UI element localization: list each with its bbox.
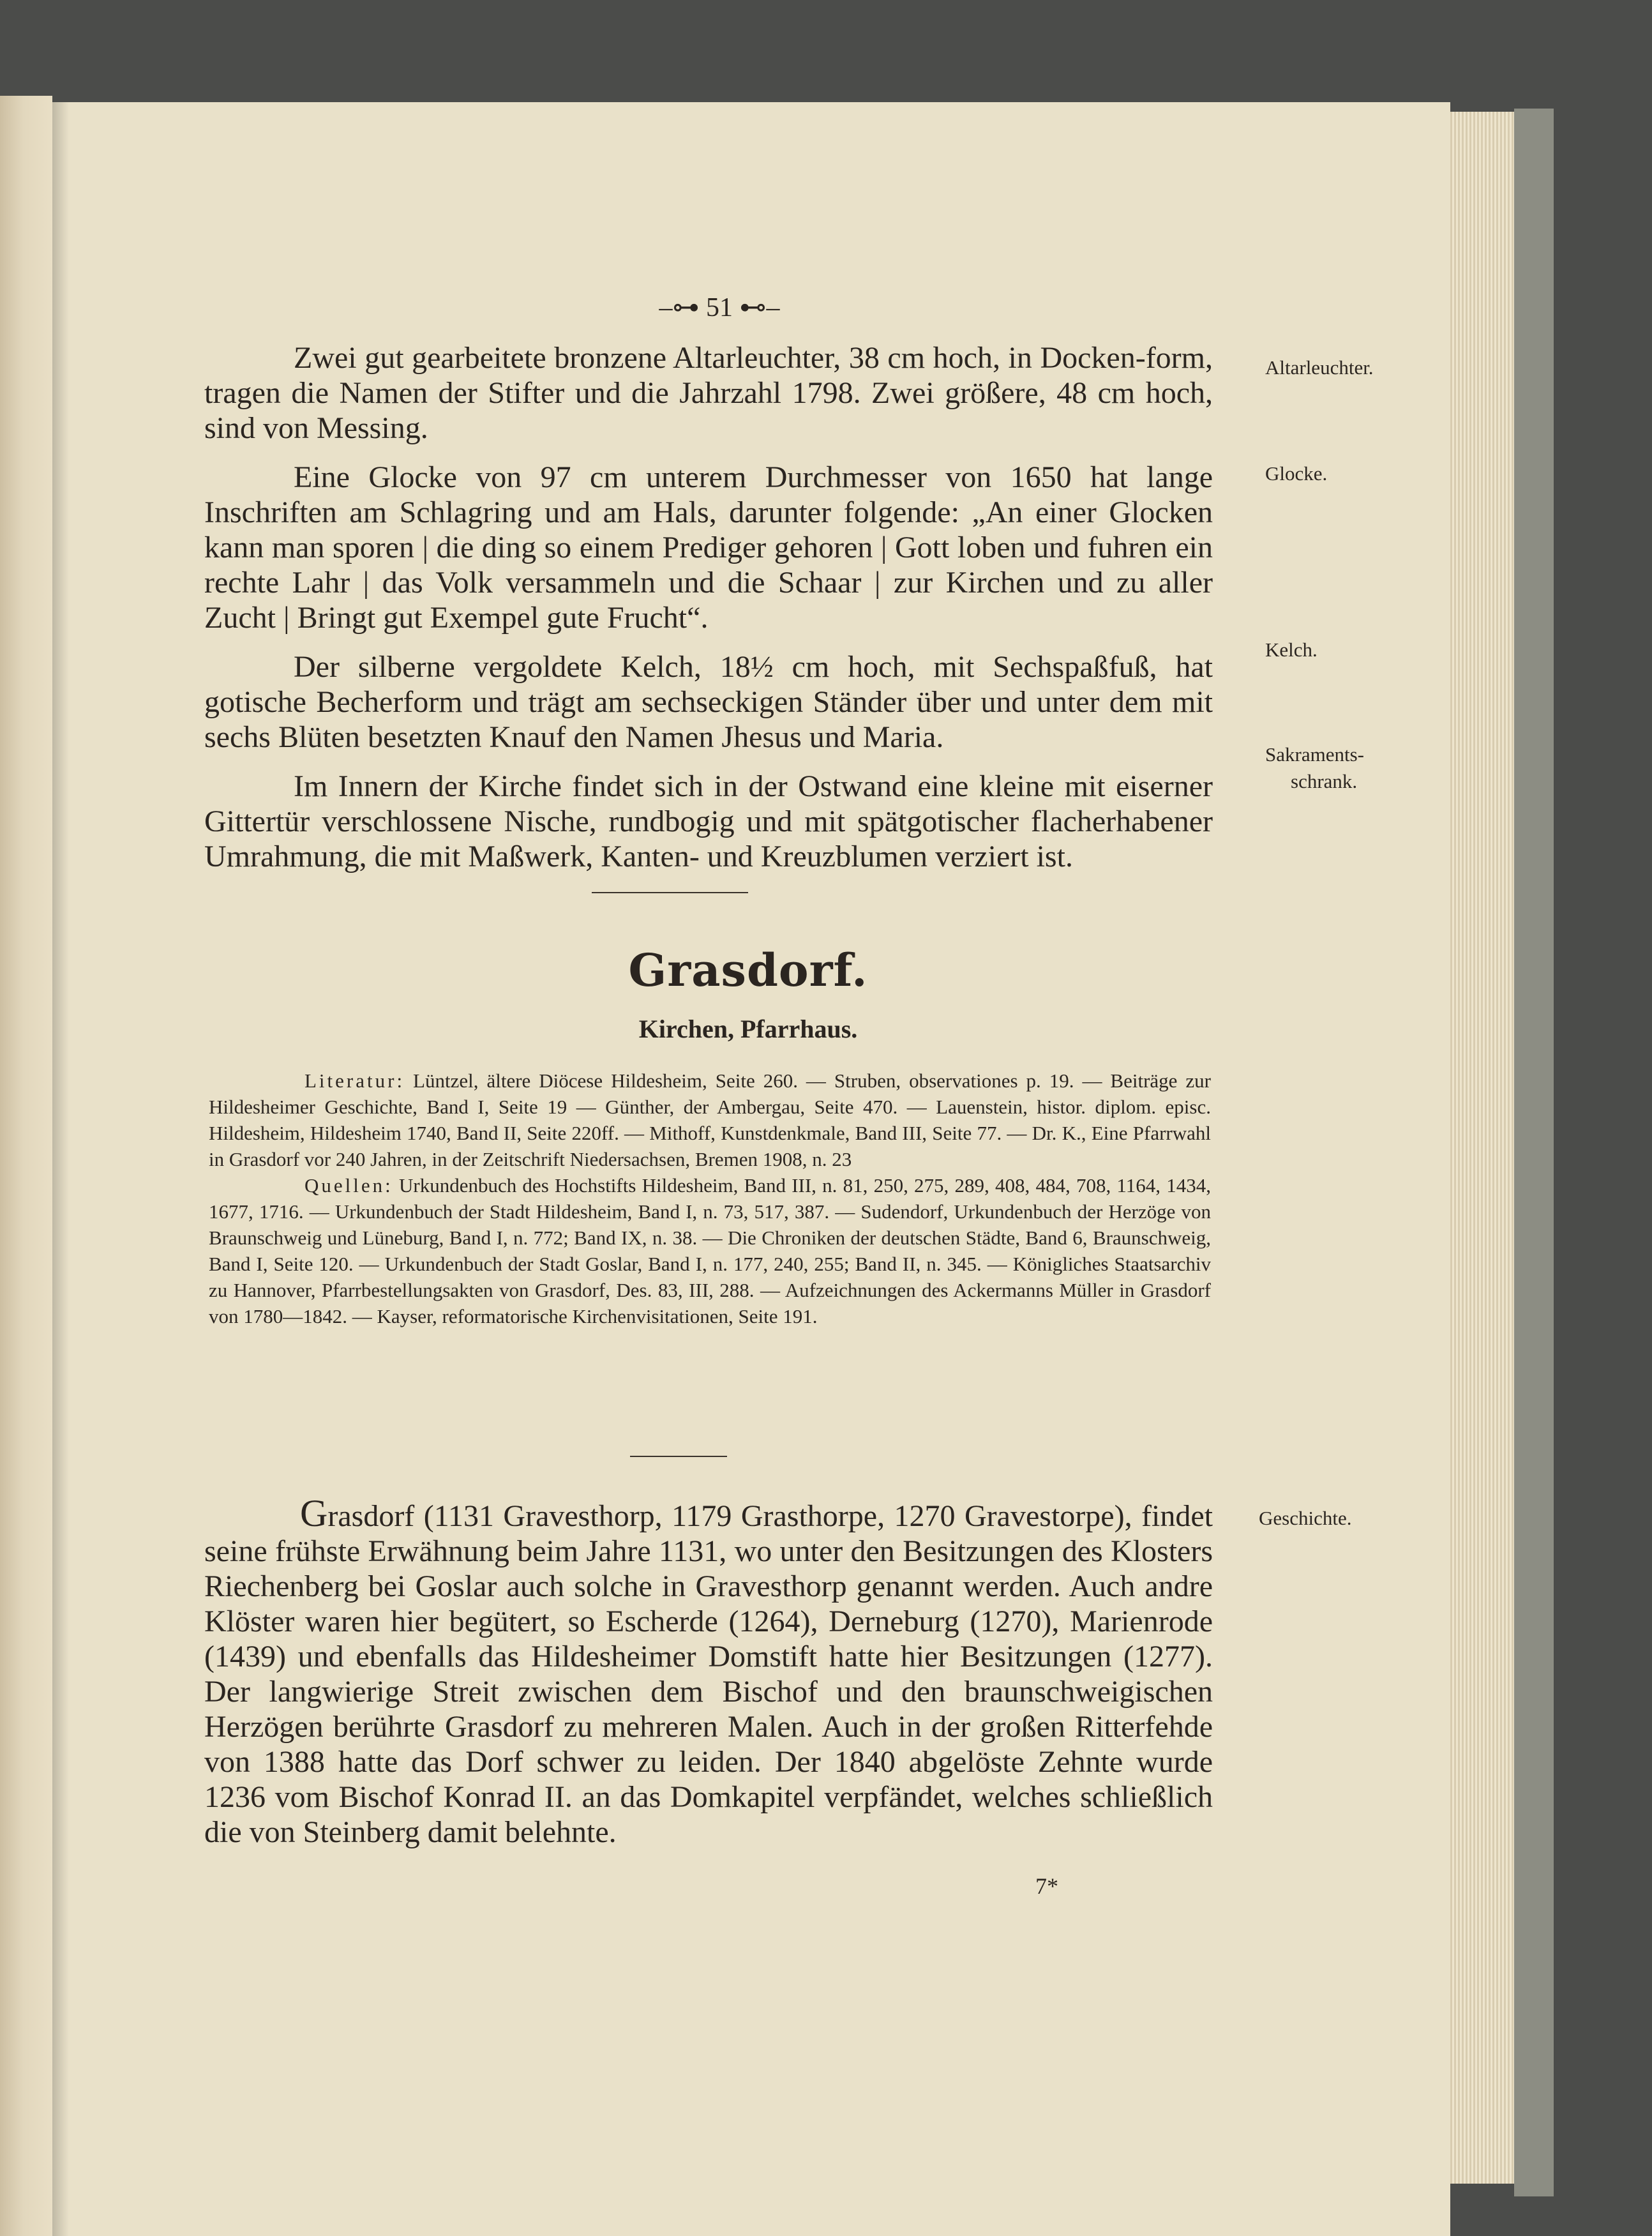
- literatur-text: Lüntzel, ältere Diöcese Hildesheim, Seite 260. — Struben, observationes p. 19. — Beiträge zur Hildesheimer Geschichte, Band I, Seite 19 — Günther, der Ambergau, Seite 470. — Lauenstein, histor. diplom. episc. Hildesheim, Hildesheim 1740, Band II, Seite 220ff. — Mithoff, Kunstdenkmale, Band III, Seite 77. — Dr. K., Eine Pfarrwahl in Grasdorf vor 240 Jahren, in der Zeitschrift Niedersachsen, Bremen 1908, n. 23: [209, 1069, 1212, 1170]
- margin-note-kelch: Kelch.: [1265, 638, 1318, 661]
- page-header: –⊶ 51 ⊷–: [659, 293, 780, 322]
- left-page-edge: [0, 96, 52, 2236]
- margin-note-altarleuchter: Altarleuchter.: [1265, 356, 1374, 379]
- literatur-paragraph: [209, 1068, 1211, 1172]
- margin-note-schrank: schrank.: [1291, 770, 1358, 792]
- margin-note-geschichte: Geschichte.: [1259, 1507, 1352, 1529]
- geschichte-text: rasdorf (1131 Gravesthorp, 1179 Grasthorpe, 1270 Gravestorpe), findet seine frühste Erwähnung beim Jahre 1131, wo unter den Besitzungen des Klosters Riechenberg bei Goslar auch solche in Gravesthorp genannt werden. Auch andre Klöster waren hier begütert, so Escherde (1264), Derneburg (1270), Marienrode (1439) und ebenfalls das Hildesheimer Domstift hatte hier Besitzungen (1277). Der langwierige Streit zwischen dem Bischof und den braunschweigischen Herzögen berührte Grasdorf zu mehreren Malen. Auch in der großen Ritterfehde von 1388 hatte das Dorf schwer zu leiden. Der 1840 abgelöste Zehnte wurde 1236 vom Bischof Konrad II. an das Domkapitel verpfändet, welches schließlich die von Steinberg damit belehnte.: [204, 1499, 1213, 1849]
- literatur-label: Literatur:: [304, 1069, 405, 1092]
- margin-note-glocke: Glocke.: [1265, 462, 1328, 485]
- book-cover: [1514, 109, 1554, 2196]
- section1-text: [204, 340, 1213, 874]
- section-subtitle: Kirchen, Pfarrhaus.: [638, 1015, 858, 1043]
- page-fore-edge: [1450, 112, 1514, 2184]
- paragraph-glocke: Eine Glocke von 97 cm unterem Durchmesser von 1650 hat lange Inschriften am Schlagring und am Hals, darunter folgende: „An einer Glocken kann man sporen | die ding so einem Prediger gehoren | Gott loben und fuhren ein rechte Lahr | das Volk versammeln und die Schaar | zur Kirchen und zu aller Zucht | Bringt gut Exempel gute Frucht“.: [204, 460, 1213, 635]
- quellen-label: Quellen:: [304, 1174, 393, 1197]
- divider: [630, 1456, 727, 1457]
- dropcap: G: [300, 1492, 328, 1534]
- signature-mark: 7*: [1035, 1873, 1058, 1899]
- divider: [592, 892, 748, 893]
- paragraph-altarleuchter: Zwei gut gearbeitete bronzene Altarleuchter, 38 cm hoch, in Docken-form, tragen die Namen der Stifter und die Jahrzahl 1798. Zwei größere, 48 cm hoch, sind von Messing.: [204, 341, 1213, 445]
- paragraph-geschichte: [204, 1492, 1213, 1850]
- margin-note-sakraments: Sakraments-: [1265, 743, 1364, 766]
- quellen-text: Urkundenbuch des Hochstifts Hildesheim, Band III, n. 81, 250, 275, 289, 408, 484, 708, 1164, 1434, 1677, 1716. — Urkundenbuch der Stadt Hildesheim, Band I, n. 73, 517, 387. — Sudendorf, Urkundenbuch der Herzöge von Braunschweig und Lüneburg, Band I, n. 772; Band IX, n. 38. — Die Chroniken der deutschen Städte, Band 6, Braunschweig, Band I, Seite 120. — Urkundenbuch der Stadt Goslar, Band I, n. 177, 240, 255; Band II, n. 345. — Königliches Staatsarchiv zu Hannover, Pfarrbestellungsakten von Grasdorf, Des. 83, III, 288. — Aufzeichnungen des Ackermanns Müller in Grasdorf von 1780—1842. — Kayser, reformatorische Kirchenvisitationen, Seite 191.: [209, 1174, 1212, 1327]
- quellen-paragraph: [209, 1172, 1211, 1329]
- paragraph-kelch: Der silberne vergoldete Kelch, 18½ cm hoch, mit Sechspaßfuß, hat gotische Becherform und trägt am sechseckigen Ständer über und unter dem mit sechs Blüten besetzten Knauf den Namen Jhesus und Maria.: [204, 650, 1213, 754]
- paragraph-sakramentsschrank: Im Innern der Kirche findet sich in der Ostwand eine kleine mit eiserner Gittertür verschlossene Nische, rundbogig und mit spätgotischer flacherhabener Umrahmung, die mit Maßwerk, Kanten- und Kreuzblumen verziert ist.: [204, 769, 1213, 873]
- history-text: [204, 1492, 1213, 1850]
- gutter-shadow: [52, 102, 69, 2236]
- bibliography: [209, 1068, 1211, 1329]
- section-title: Grasdorf.: [628, 944, 868, 997]
- book-page: [52, 102, 1450, 2236]
